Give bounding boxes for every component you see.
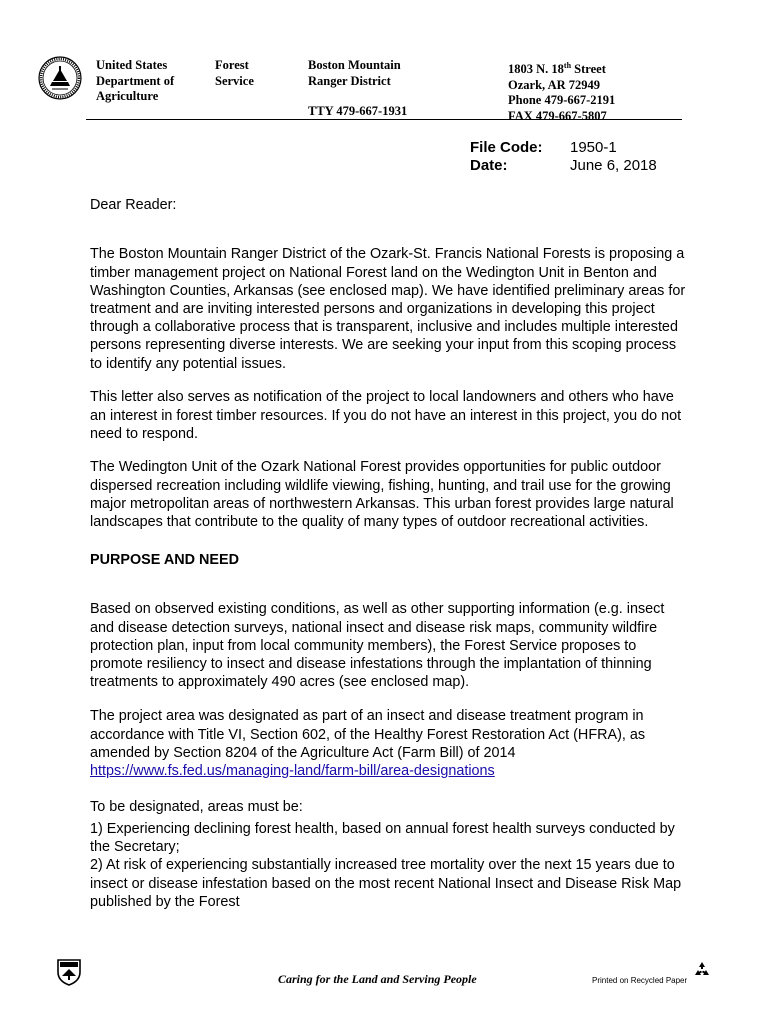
salutation: Dear Reader: xyxy=(90,197,177,213)
filecode-labels xyxy=(470,139,543,175)
heading-purpose-and-need: PURPOSE AND NEED xyxy=(90,552,239,568)
recycle-icon xyxy=(692,960,712,980)
service-block xyxy=(215,58,254,89)
paragraph-notification: This letter also serves as notification of the project to local landowners and others who have an interest in forest timber resources. If you do not have an interest in this project, you do not need to respond. xyxy=(90,389,682,442)
agency-block xyxy=(96,58,174,105)
agency-line: Agriculture xyxy=(96,89,159,103)
designation-text: The project area was designated as part of an insect and disease treatment program in accordance with Title VI, Section 602, of the Healthy Forest Restoration Act (HFRA), as amended by Section 8204 of the Agriculture Act (Farm Bill) of 2014 xyxy=(90,708,646,761)
agency-line: Department of xyxy=(96,73,175,88)
list-item: 1) Experiencing declining forest health, based on annual forest health surveys conducted by the Secretary; xyxy=(90,821,675,856)
recycled-paper-note: Printed on Recycled Paper xyxy=(592,976,688,985)
address-city: Ozark, AR 72949 xyxy=(508,77,601,92)
district-line: Ranger District xyxy=(308,73,391,88)
address-block xyxy=(508,58,615,124)
footer-motto: Caring for the Land and Serving People xyxy=(278,972,477,986)
date-label: Date: xyxy=(470,157,508,174)
filecode-values xyxy=(570,139,657,175)
fax-number: FAX 479-667-5807 xyxy=(508,108,607,123)
paragraph-conditions: Based on observed existing conditions, as well as other supporting information (e.g. insect and disease detection surveys, national insect and disease risk maps, community wildfire protection plan, input from local community members), the Forest Service proposes to promote resiliency to insect and disease infestations through the implantation of thinning treatments to approximately 490 acres (see enclosed map). xyxy=(90,601,665,691)
area-designations-link[interactable]: https://www.fs.fed.us/managing-land/farm-bill/area-designations xyxy=(90,763,495,779)
service-line: Service xyxy=(215,73,254,88)
criteria-list xyxy=(90,820,690,911)
paragraph-intro: The Boston Mountain Ranger District of the Ozark-St. Francis National Forests is proposing a timber management project on National Forest land on the Wedington Unit in Benton and Washington Counties, Arkansas (see enclosed map). We have identified preliminary areas for treatment and are inviting interested persons and organizations in developing this project through a collaborative process that is transparent, inclusive and includes multiple interested persons representing diverse interests. We are seeking your input from this scoping process to identify any potential issues. xyxy=(90,246,686,372)
forest-service-shield-icon xyxy=(56,958,82,986)
district-block xyxy=(308,58,401,89)
service-line: Forest xyxy=(215,58,249,72)
district-line: Boston Mountain xyxy=(308,58,401,72)
letterhead-divider xyxy=(86,119,682,120)
paragraph-designation xyxy=(90,707,690,780)
usda-seal-icon xyxy=(38,56,82,100)
paragraph-wedington: The Wedington Unit of the Ozark National Forest provides opportunities for public outdoor dispersed recreation including wildlife viewing, fishing, hunting, and trail use for the growing major metropolitan areas of northwestern Arkansas. This urban forest provides large natural landscapes that contribute to the quality of many types of outdoor recreational activities. xyxy=(90,459,674,530)
file-code-label: File Code: xyxy=(470,139,543,156)
file-code-value: 1950-1 xyxy=(570,139,617,156)
paragraph-criteria-intro: To be designated, areas must be: xyxy=(90,799,303,816)
list-item: 2) At risk of experiencing substantially increased tree mortality over the next 15 years due to insect or disease infestation based on the most recent National Insect and Disease Risk Map published by the Forest xyxy=(90,857,682,910)
phone-number: Phone 479-667-2191 xyxy=(508,93,616,108)
date-value: June 6, 2018 xyxy=(570,157,657,174)
agency-line: United States xyxy=(96,58,168,72)
tty-number: TTY 479-667-1931 xyxy=(308,104,408,118)
address-street: 1803 N. 18th Street xyxy=(508,61,606,77)
